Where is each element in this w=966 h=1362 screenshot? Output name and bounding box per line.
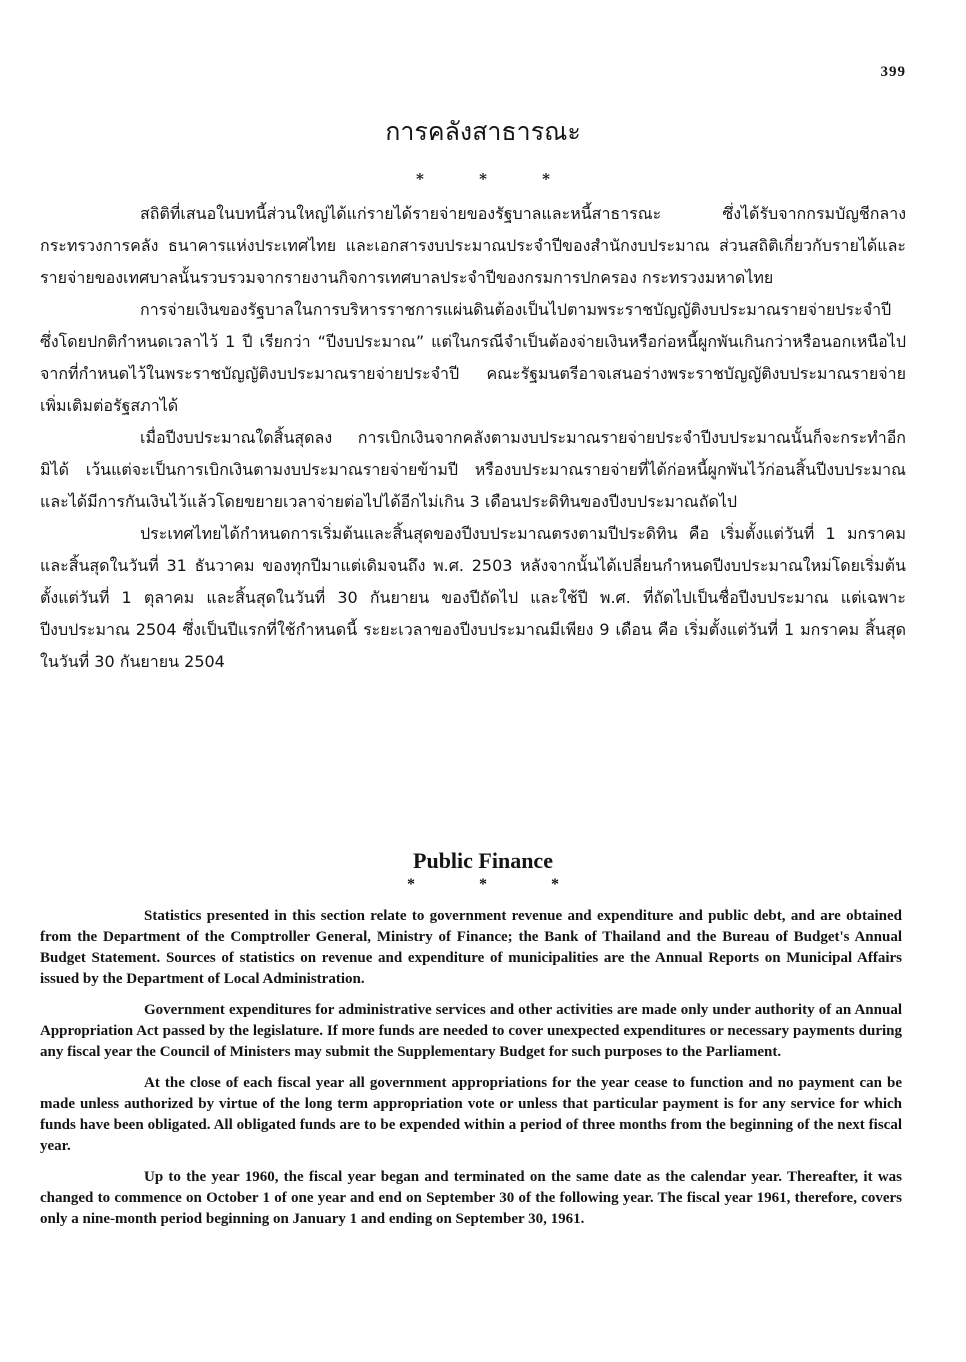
thai-paragraph: สถิติที่เสนอในบทนี้ส่วนใหญ่ได้แก่รายได้รายจ่ายของรัฐบาลและหนี้สาธารณะ ซึ่งได้รับจากกรมบัญชีกลาง กระทรวงการคลัง ธนาคารแห่งประเทศไทย และเอกสารงบประมาณประจำปีของสำนักงบประมาณ ส่วนสถิติเกี่ยวกับรายได้และรายจ่ายของเทศบาลนั้นรวบรวมจากรายงานกิจการเทศบาลประจำปีของกรมการปกครอง กระทรวงมหาดไทย xyxy=(40,204,906,287)
thai-separator: * * * xyxy=(416,170,550,188)
english-paragraph: Up to the year 1960, the fiscal year began and terminated on the same date as the calendar year. Thereafter, it was changed to commence on October 1 of one year and end on September 30 of the following year. The fiscal year 1961, therefore, covers only a nine-month period beginning on January 1 and ending on September 30, 1961. xyxy=(40,1169,902,1227)
thai-paragraph: เมื่อปีงบประมาณใดสิ้นสุดลง การเบิกเงินจากคลังตามงบประมาณรายจ่ายประจำปีงบประมาณนั้นก็จะกระทำอีกมิได้ เว้นแต่จะเป็นการเบิกเงินตามงบประมาณรายจ่ายข้ามปี หรืองบประมาณรายจ่ายที่ได้ก่อหนี้ผูกพันไว้ก่อนสิ้นปีงบประมาณ และได้มีการกันเงินไว้แล้วโดยขยายเวลาจ่ายต่อไปได้อีกไม่เกิน 3 เดือนประดิทินของปีงบประมาณถัดไป xyxy=(40,428,906,511)
thai-paragraph: ประเทศไทยได้กำหนดการเริ่มต้นและสิ้นสุดของปีงบประมาณตรงตามปีประดิทิน คือ เริ่มตั้งแต่วันที่ 1 มกราคม และสิ้นสุดในวันที่ 31 ธันวาคม ของทุกปีมาแต่เดิมจนถึง พ.ศ. 2503 หลังจากนั้นได้เปลี่ยนกำหนดปีงบประมาณใหม่โดยเริ่มต้นตั้งแต่วันที่ 1 ตุลาคม และสิ้นสุดในวันที่ 30 กันยายน ของปีถัดไป และใช้ปี พ.ศ. ที่ถัดไปเป็นชื่อปีงบประมาณ แต่เฉพาะปีงบประมาณ 2504 ซึ่งเป็นปีแรกที่ใช้กำหนดนี้ ระยะเวลาของปีงบประมาณมีเพียง 9 เดือน คือ เริ่มตั้งแต่วันที่ 1 มกราคม สิ้นสุดในวันที่ 30 กันยายน 2504 xyxy=(40,524,906,671)
thai-body xyxy=(40,198,906,678)
page-number: 399 xyxy=(880,64,906,80)
english-separator: * * * xyxy=(407,876,559,893)
thai-section-title: การคลังสาธารณะ xyxy=(385,117,581,146)
english-paragraph: At the close of each fiscal year all government appropriations for the year cease to function and no payment can be made unless authorized by virtue of the long term appropriation vote or unless that particular payment is for any service for which funds have been obligated. All obligated funds are to be expended within a period of three months from the beginning of the next fiscal year. xyxy=(40,1075,902,1154)
english-body xyxy=(40,906,902,1240)
english-paragraph: Statistics presented in this section relate to government revenue and expenditure and public debt, and are obtained from the Department of the Comptroller General, Ministry of Finance; the Bank of Thailand and the Bureau of Budget's Annual Budget Statement. Sources of statistics on revenue and expenditure of municipalities are the Annual Reports on Municipal Affairs issued by the Department of Local Administration. xyxy=(40,908,902,987)
english-section-title: Public Finance xyxy=(413,848,553,873)
english-paragraph: Government expenditures for administrative services and other activities are made only under authority of an Annual Appropriation Act passed by the legislature. If more funds are needed to cover unexpected expenditures or necessary payments during any fiscal year the Council of Ministers may submit the Supplementary Budget for such purposes to the Parliament. xyxy=(40,1002,902,1060)
thai-paragraph: การจ่ายเงินของรัฐบาลในการบริหารราชการแผ่นดินต้องเป็นไปตามพระราชบัญญัติงบประมาณรายจ่ายประจำปี ซึ่งโดยปกติกำหนดเวลาไว้ 1 ปี เรียกว่า “ปีงบประมาณ” แต่ในกรณีจำเป็นต้องจ่ายเงินหรือก่อหนี้ผูกพันเกินกว่าหรือนอกเหนือไปจากที่กำหนดไว้ในพระราชบัญญัติงบประมาณรายจ่ายประจำปี คณะรัฐมนตรีอาจเสนอร่างพระราชบัญญัติงบประมาณรายจ่ายเพิ่มเติมต่อรัฐสภาได้ xyxy=(40,300,906,415)
